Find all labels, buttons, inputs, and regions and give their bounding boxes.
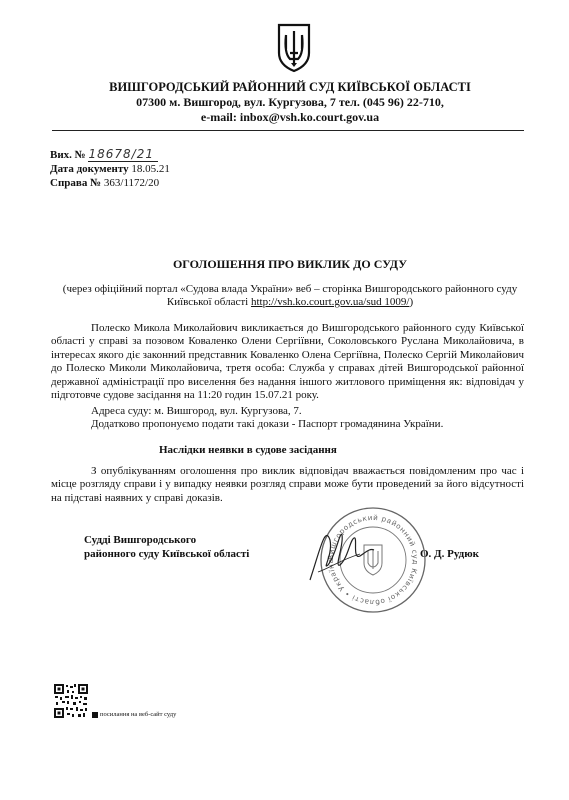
handwritten-signature <box>300 510 380 590</box>
summons-paragraph <box>51 322 524 402</box>
via-portal-line1: (через офіційний портал «Судова влада України» веб – сторінка Вишгородського районного суду <box>62 283 518 295</box>
out-number-value: 18678/21 <box>88 148 158 162</box>
court-website-link[interactable]: http://vsh.ko.court.gov.ua/sud 1009/ <box>250 296 410 308</box>
signature-title-line1: Судді Вишгородського <box>84 534 197 546</box>
qr-code-icon[interactable] <box>53 683 89 719</box>
court-name: ВИШГОРОДСЬКИЙ РАЙОННИЙ СУД КИЇВСЬКОЇ ОБЛАСТІ <box>109 80 471 94</box>
signer-name: О. Д. Рудюк <box>420 548 479 560</box>
document-date-row <box>50 163 170 176</box>
header-divider <box>52 130 524 131</box>
summons-text: Полеско Микола Миколайович викликається до Вишгородського районного суду Київської області у справі за позовом Коваленко Олени Сергіївни, Соколовського Руслана Миколайовича, в інтересах якого діє законний представник Коваленко Олена Сергіївна, Полеско Сергій Миколайович до Полеско Миколи Миколайовича, третя особа: Служба у справах дітей Вишгородської районної державної адміністрації про виселення без надання іншого житлового приміщення як: відповідач у підготовче судове засідання на 11:20 годин 15.07.21 року. <box>51 322 524 402</box>
out-number-label: Вих. № <box>50 149 86 161</box>
case-number-value: 363/1172/20 <box>103 177 160 189</box>
court-address: 07300 м. Вишгород, вул. Кургузова, 7 тел. (045 96) 22-710, <box>136 95 444 109</box>
coat-of-arms-icon <box>276 23 312 73</box>
court-address-line: Адреса суду: м. Вишгород, вул. Кургузова, 7. <box>91 405 302 417</box>
via-portal-suffix: ) <box>409 296 414 308</box>
consequences-title: Наслідки неявки в судове засідання <box>159 444 337 456</box>
out-number-row <box>50 148 158 162</box>
consequences-text: З опублікуванням оголошення про виклик відповідач вважається повідомленим про час і місце розгляду справи і у випадку неявки розгляд справи може бути проведений за його відсутності на підставі наявних у справі доказів. <box>51 465 524 504</box>
signature-title-line2: районного суду Київської області <box>84 548 250 560</box>
via-portal-prefix: Київської області <box>166 296 251 308</box>
evidence-line: Додатково пропонуємо подати такі докази - Паспорт громадянина України. <box>91 418 444 430</box>
qr-caption-marker <box>92 712 98 718</box>
qr-caption: посилання на веб-сайт суду <box>100 711 177 718</box>
case-number-row <box>50 177 159 190</box>
document-date-value: 18.05.21 <box>131 163 170 175</box>
seal-text: Вишгородський районний суд Київської області • Україна <box>325 512 421 608</box>
page-title: ОГОЛОШЕННЯ ПРО ВИКЛИК ДО СУДУ <box>172 257 408 271</box>
court-email: e-mail: inbox@vsh.ko.court.gov.ua <box>200 110 380 124</box>
document-date-label: Дата документу <box>50 163 129 175</box>
case-number-label: Справа № <box>50 177 102 189</box>
via-portal-line2 <box>40 296 540 309</box>
